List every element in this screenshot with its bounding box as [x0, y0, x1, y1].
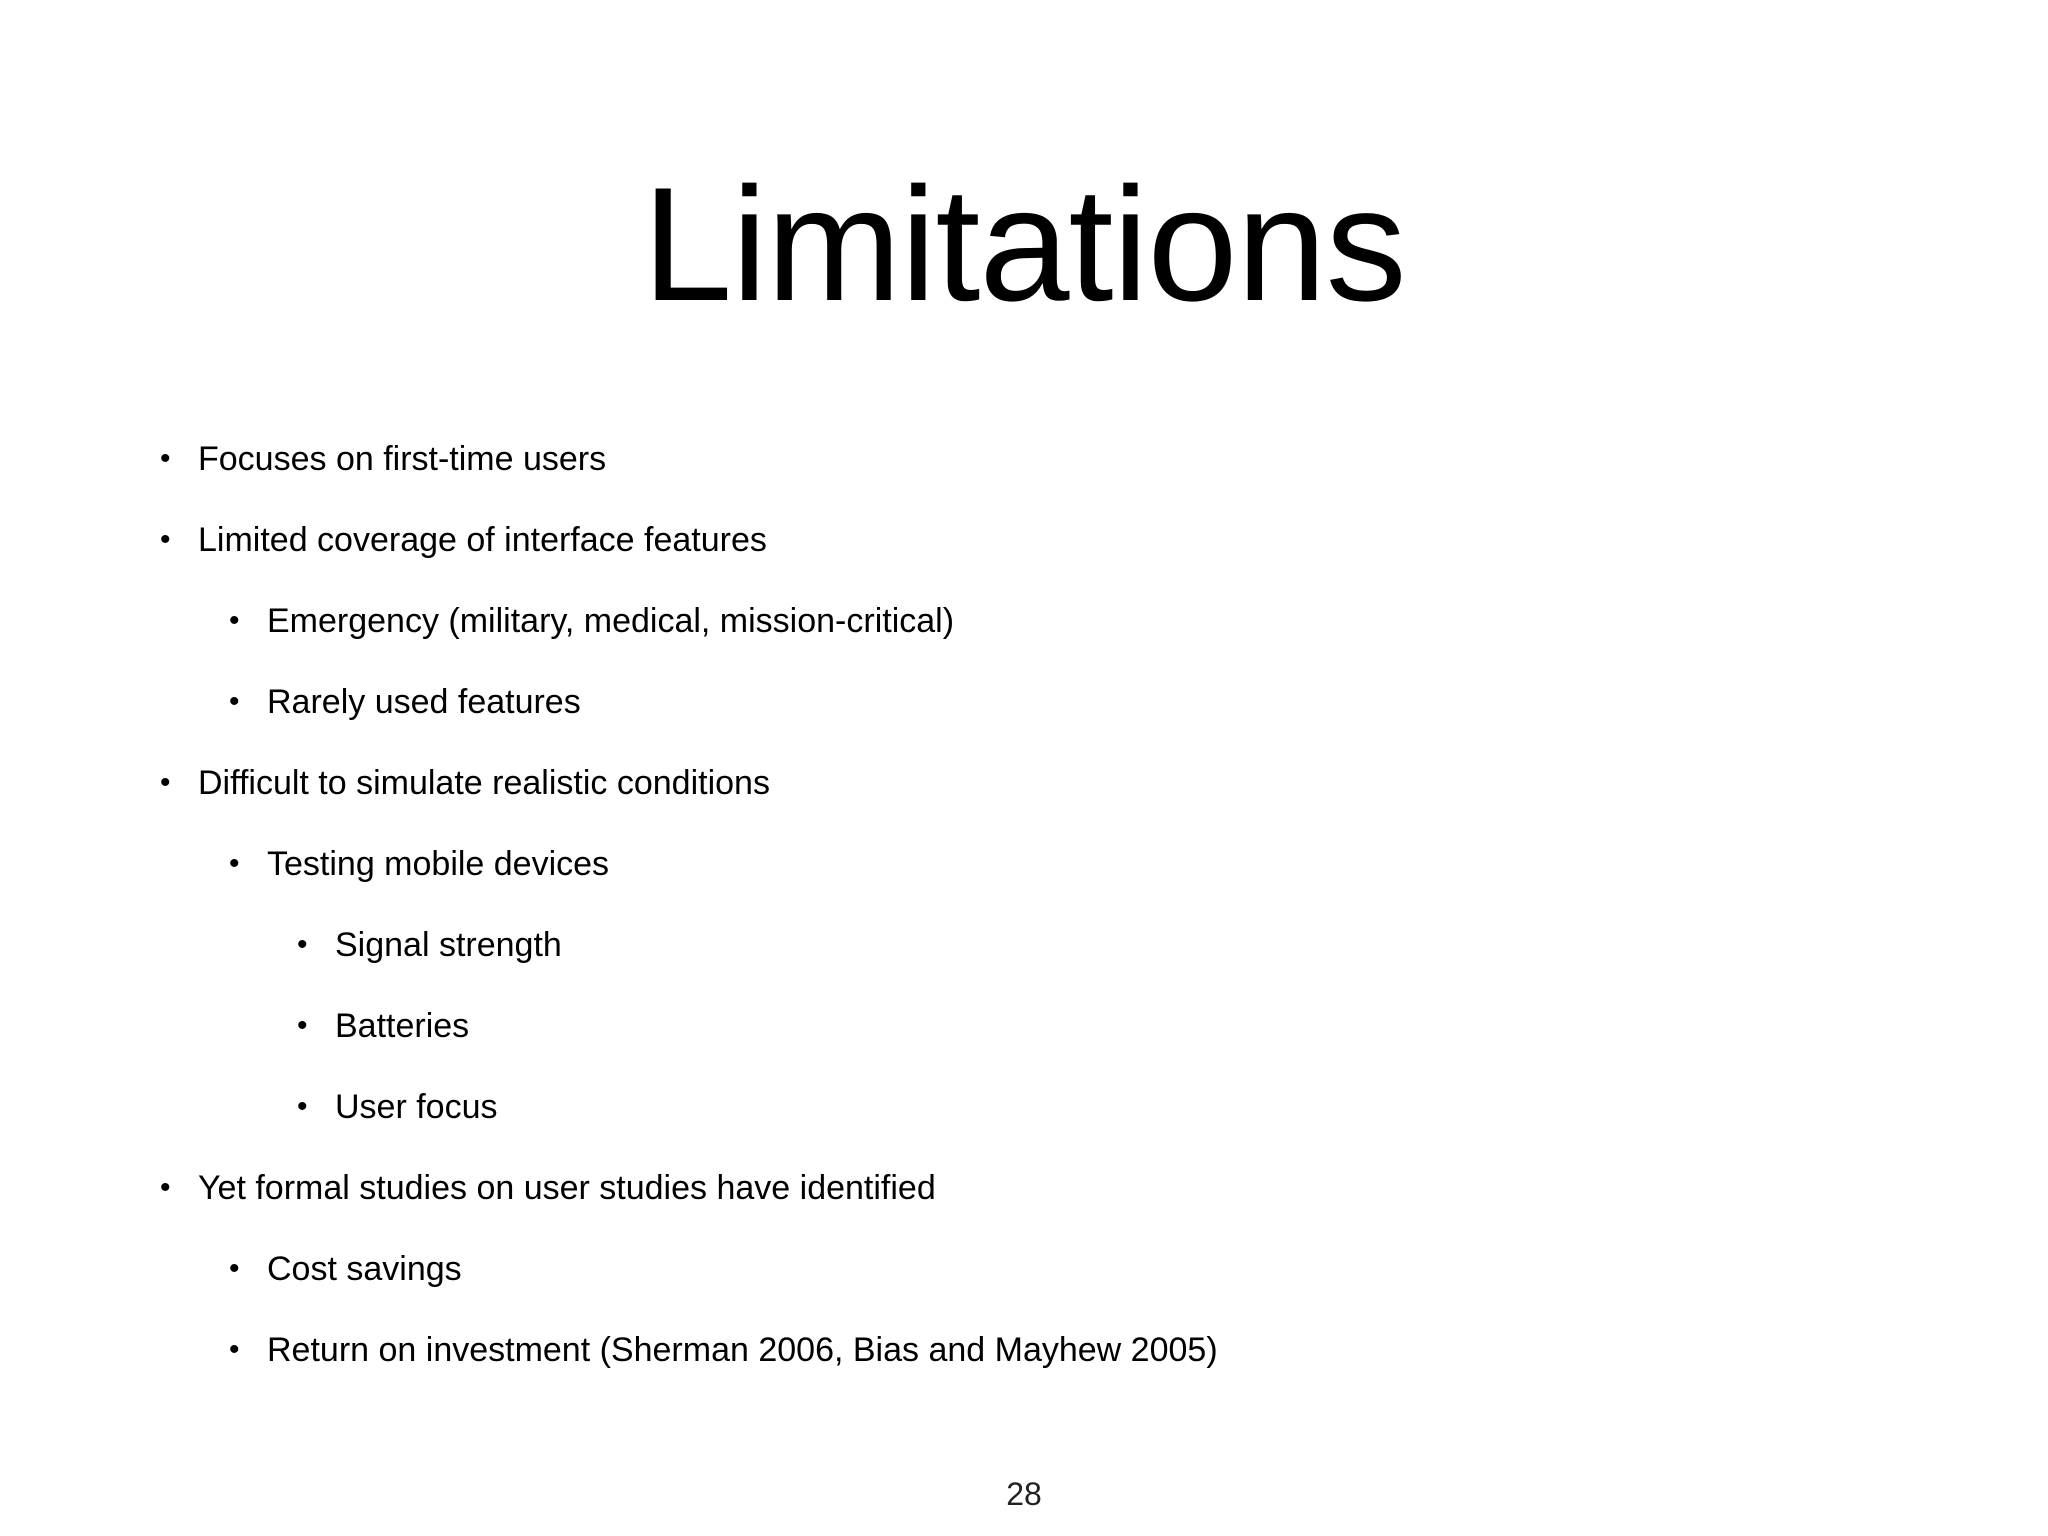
slide-title: Limitations — [642, 154, 1406, 335]
bullet-text: Testing mobile devices — [267, 845, 610, 883]
bullet-text: Batteries — [335, 1007, 470, 1045]
bullet-text: Return on investment (Sherman 2006, Bias and Mayhew 2005) — [267, 1331, 1218, 1369]
bullet-text: Focuses on first-time users — [198, 440, 607, 478]
bullet-dot-icon: • — [160, 1171, 171, 1204]
bullet-dot-icon: • — [297, 1090, 308, 1123]
bullet-dot-icon: • — [160, 442, 171, 475]
bullet-dot-icon: • — [160, 523, 171, 556]
bullet-text: Difficult to simulate realistic conditions — [198, 764, 770, 802]
bullet-text: Rarely used features — [267, 683, 581, 721]
bullet-dot-icon: • — [229, 685, 240, 718]
bullet-dot-icon: • — [229, 604, 240, 637]
bullet-text: Cost savings — [267, 1250, 462, 1288]
bullet-text: User focus — [335, 1088, 498, 1126]
page-number: 28 — [1006, 1476, 1042, 1512]
bullet-text: Emergency (military, medical, mission-critical) — [267, 602, 955, 640]
bullet-dot-icon: • — [160, 766, 171, 799]
bullet-dot-icon: • — [297, 1009, 308, 1042]
bullet-text: Signal strength — [335, 926, 562, 964]
bullet-text: Limited coverage of interface features — [198, 521, 767, 559]
bullet-dot-icon: • — [229, 1333, 240, 1366]
bullet-dot-icon: • — [229, 1252, 240, 1285]
bullet-dot-icon: • — [229, 847, 240, 880]
bullet-dot-icon: • — [297, 928, 308, 961]
bullet-text: Yet formal studies on user studies have identified — [198, 1169, 936, 1207]
